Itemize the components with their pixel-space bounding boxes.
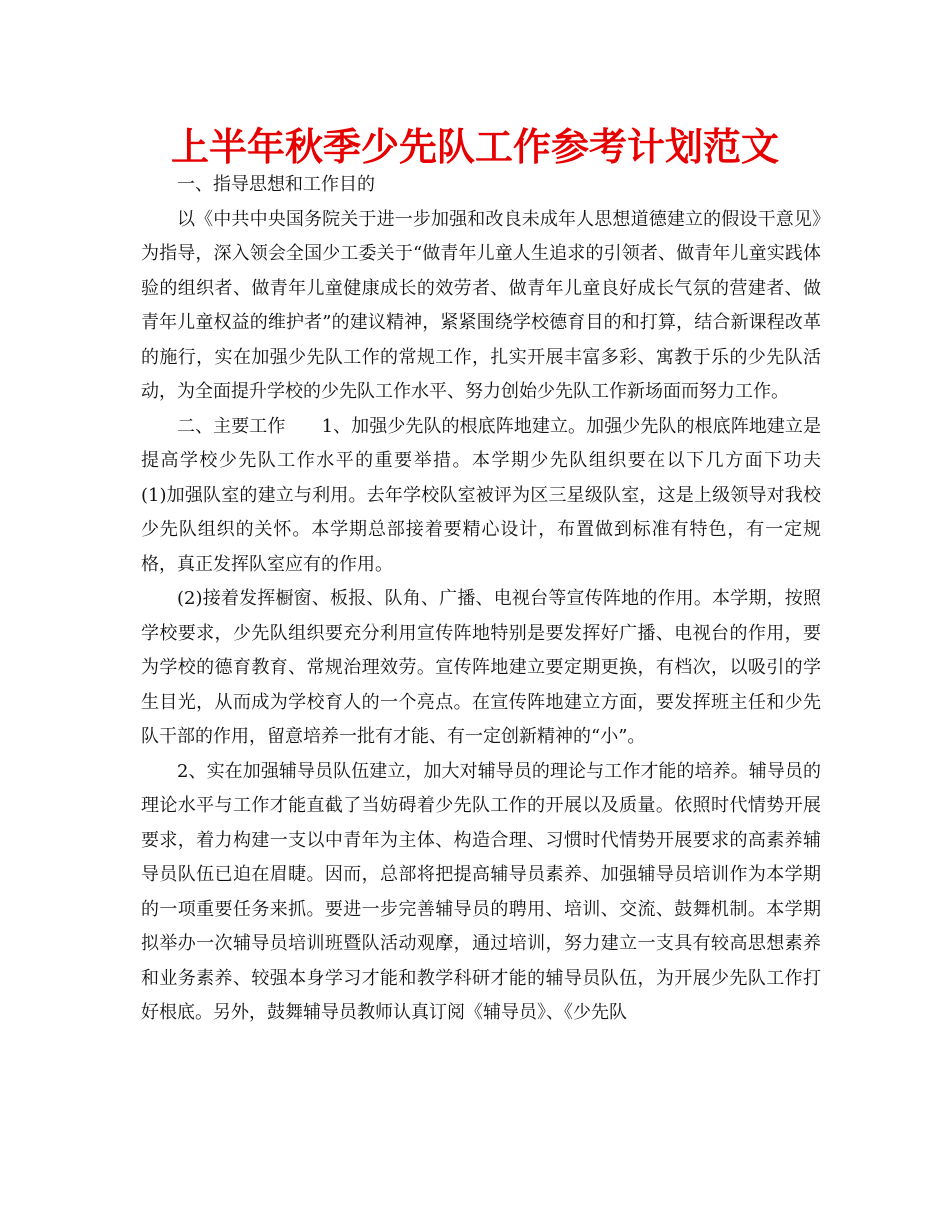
paragraph-publicity-positions: (2)接着发挥橱窗、板报、队角、广播、电视台等宣传阵地的作用。本学期，按照学校要求，少先队组织要充分利用宣传阵地特别是要发挥好广播、电视台的作用，要为学校的德育教育、常规治理效劳。宣传阵地建立要定期更换，有档次，以吸引的学生目光，从而成为学校育人的一个亮点。在宣传阵地建立方面，要发挥班主任和少先队干部的作用，留意培养一批有才能、有一定创新精神的“小”。 bbox=[141, 588, 821, 747]
section-heading: 一、指导思想和工作目的 bbox=[177, 174, 375, 195]
document-title: 上半年秋季少先队工作参考计划范文 bbox=[170, 125, 779, 169]
paragraph-counselor-team: 2、实在加强辅导员队伍建立，加大对辅导员的理论与工作才能的培养。辅导员的理论水平与工作才能直截了当妨碍着少先队工作的开展以及质量。依照时代情势开展要求，着力构建一支以中青年为主体、构造合理、习惯时代情势开展要求的高素养辅导员队伍已迫在眉睫。因而，总部将把提高辅导员素养、加强辅导员培训作为本学期的一项重要任务来抓。要进一步完善辅导员的聘用、培训、交流、鼓舞机制。本学期拟举办一次辅导员培训班暨队活动观摩，通过培训，努力建立一支具有较高思想素养和业务素养、较强本身学习才能和教学科研才能的辅导员队伍，为开展少先队工作打好根底。另外，鼓舞辅导员教师认真订阅《辅导员》、《少先队 bbox=[141, 760, 821, 1023]
paragraph-main-work: 二、主要工作 1、加强少先队的根底阵地建立。加强少先队的根底阵地建立是提高学校少先队工作水平的重要举措。本学期少先队组织要在以下几方面下功夫 (1)加强队室的建立与利用。去年学校队室被评为区三星级队室，这是上级领导对我校少先队组织的关怀。本学期总部接着要精心设计，布置做到标准有特色，有一定规格，真正发挥队室应有的作用。 bbox=[141, 415, 857, 575]
paragraph-guiding-thought: 以《中共中央国务院关于进一步加强和改良未成年人思想道德建立的假设干意见》为指导，深入领会全国少工委关于“做青年儿童人生追求的引领者、做青年儿童实践体验的组织者、做青年儿童健康成长的效劳者、做青年儿童良好成长气氛的营建者、做青年儿童权益的维护者”的建议精神，紧紧围绕学校德育目的和打算，结合新课程改革的施行，实在加强少先队工作的常规工作，扎实开展丰富多彩、寓教于乐的少先队活动，为全面提升学校的少先队工作水平、努力创始少先队工作新场面而努力工作。 bbox=[141, 208, 821, 402]
document-body bbox=[141, 168, 857, 1031]
